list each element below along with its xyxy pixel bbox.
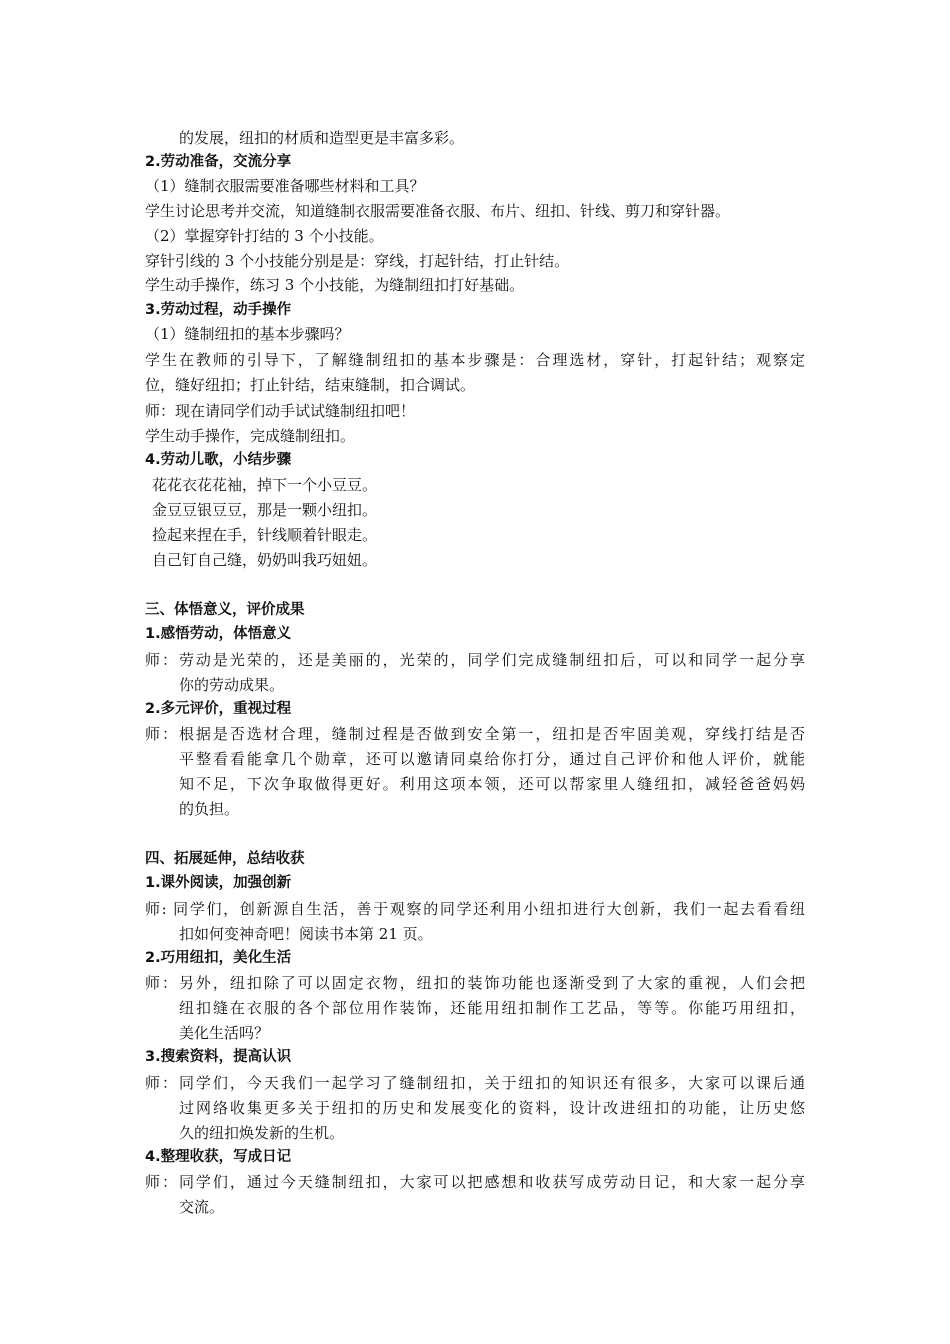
- paragraph-line: 知不足，下次争取做得更好。利用这项本领，还可以帮家里人缝纽扣，减轻爸爸妈妈: [179, 775, 805, 793]
- section-heading: 3.搜索资料，提高认识: [145, 1049, 292, 1065]
- paragraph-line: 你的劳动成果。: [179, 676, 285, 694]
- section-heading: 2.多元评价，重视过程: [145, 701, 292, 717]
- paragraph-line: 久的纽扣焕发新的生机。: [179, 1124, 345, 1142]
- paragraph-line: （1）缝制纽扣的基本步骤吗？: [145, 325, 350, 343]
- paragraph-line: 纽扣缝在衣服的各个部位用作装饰，还能用纽扣制作工艺品，等等。你能巧用纽扣，: [179, 999, 805, 1017]
- chapter-heading: 四、拓展延伸，总结收获: [145, 851, 305, 867]
- verse-line: 金豆豆银豆豆，那是一颗小纽扣。: [152, 501, 378, 519]
- paragraph-line: 师：另外，纽扣除了可以固定衣物，纽扣的装饰功能也逐渐受到了大家的重视，人们会把: [145, 974, 805, 992]
- section-heading: 1.感悟劳动，体悟意义: [145, 626, 292, 642]
- paragraph-line: 过网络收集更多关于纽扣的历史和发展变化的资料，设计改进纽扣的功能，让历史悠: [179, 1099, 805, 1117]
- paragraph-line: 师: 同学们，创新源自生活，善于观察的同学还利用小纽扣进行大创新，我们一起去看看纽: [145, 900, 805, 918]
- section-heading: 4.整理收获，写成日记: [145, 1149, 292, 1165]
- paragraph-line: 师：同学们，今天我们一起学习了缝制纽扣，关于纽扣的知识还有很多，大家可以课后通: [145, 1074, 805, 1092]
- section-heading: 2.劳动准备，交流分享: [145, 154, 292, 170]
- paragraph-line: 平整看看能拿几个勋章，还可以邀请同桌给你打分，通过自己评价和他人评价，就能: [179, 750, 805, 768]
- paragraph-line: 扣如何变神奇吧！阅读书本第 21 页。: [179, 925, 433, 943]
- paragraph-line: （2）掌握穿针打结的 3 个小技能。: [145, 227, 384, 245]
- paragraph-line: 的发展，纽扣的材质和造型更是丰富多彩。: [179, 129, 465, 147]
- verse-line: 捡起来捏在手，针线顺着针眼走。: [152, 526, 378, 544]
- paragraph-line: 穿针引线的 3 个小技能分别是是：穿线，打起针结，打止针结。: [145, 252, 570, 270]
- section-heading: 2.巧用纽扣，美化生活: [145, 950, 292, 966]
- paragraph-line: 的负担。: [179, 800, 240, 818]
- section-heading: 3.劳动过程，动手操作: [145, 302, 292, 318]
- section-heading: 4.劳动儿歌，小结步骤: [145, 452, 292, 468]
- paragraph-line: 交流。: [179, 1198, 225, 1216]
- paragraph-line: 学生动手操作，完成缝制纽扣。: [145, 427, 356, 445]
- paragraph-line: 位，缝好纽扣；打止针结，结束缝制，扣合调试。: [145, 376, 476, 394]
- paragraph-line: 师：根据是否选材合理，缝制过程是否做到安全第一，纽扣是否牢固美观，穿线打结是否: [145, 725, 805, 743]
- verse-line: 花花衣花花袖，掉下一个小豆豆。: [152, 476, 378, 494]
- paragraph-line: 师：同学们，通过今天缝制纽扣，大家可以把感想和收获写成劳动日记，和大家一起分享: [145, 1173, 805, 1191]
- chapter-heading: 三、体悟意义，评价成果: [145, 602, 305, 618]
- paragraph-line: 美化生活吗？: [179, 1024, 270, 1042]
- paragraph-line: 学生在教师的引导下，了解缝制纽扣的基本步骤是：合理选材，穿针，打起针结；观察定: [145, 351, 805, 369]
- paragraph-line: 师：劳动是光荣的，还是美丽的，光荣的，同学们完成缝制纽扣后，可以和同学一起分享: [145, 651, 805, 669]
- paragraph-line: 师：现在请同学们动手试试缝制纽扣吧！: [145, 402, 416, 420]
- section-heading: 1.课外阅读，加强创新: [145, 875, 292, 891]
- paragraph-line: （1）缝制衣服需要准备哪些材料和工具？: [145, 177, 425, 195]
- paragraph-line: 学生讨论思考并交流，知道缝制衣服需要准备衣服、布片、纽扣、针线、剪刀和穿针器。: [145, 202, 731, 220]
- verse-line: 自己钉自己缝，奶奶叫我巧妞妞。: [152, 551, 378, 569]
- paragraph-line: 学生动手操作，练习 3 个小技能，为缝制纽扣打好基础。: [145, 276, 525, 294]
